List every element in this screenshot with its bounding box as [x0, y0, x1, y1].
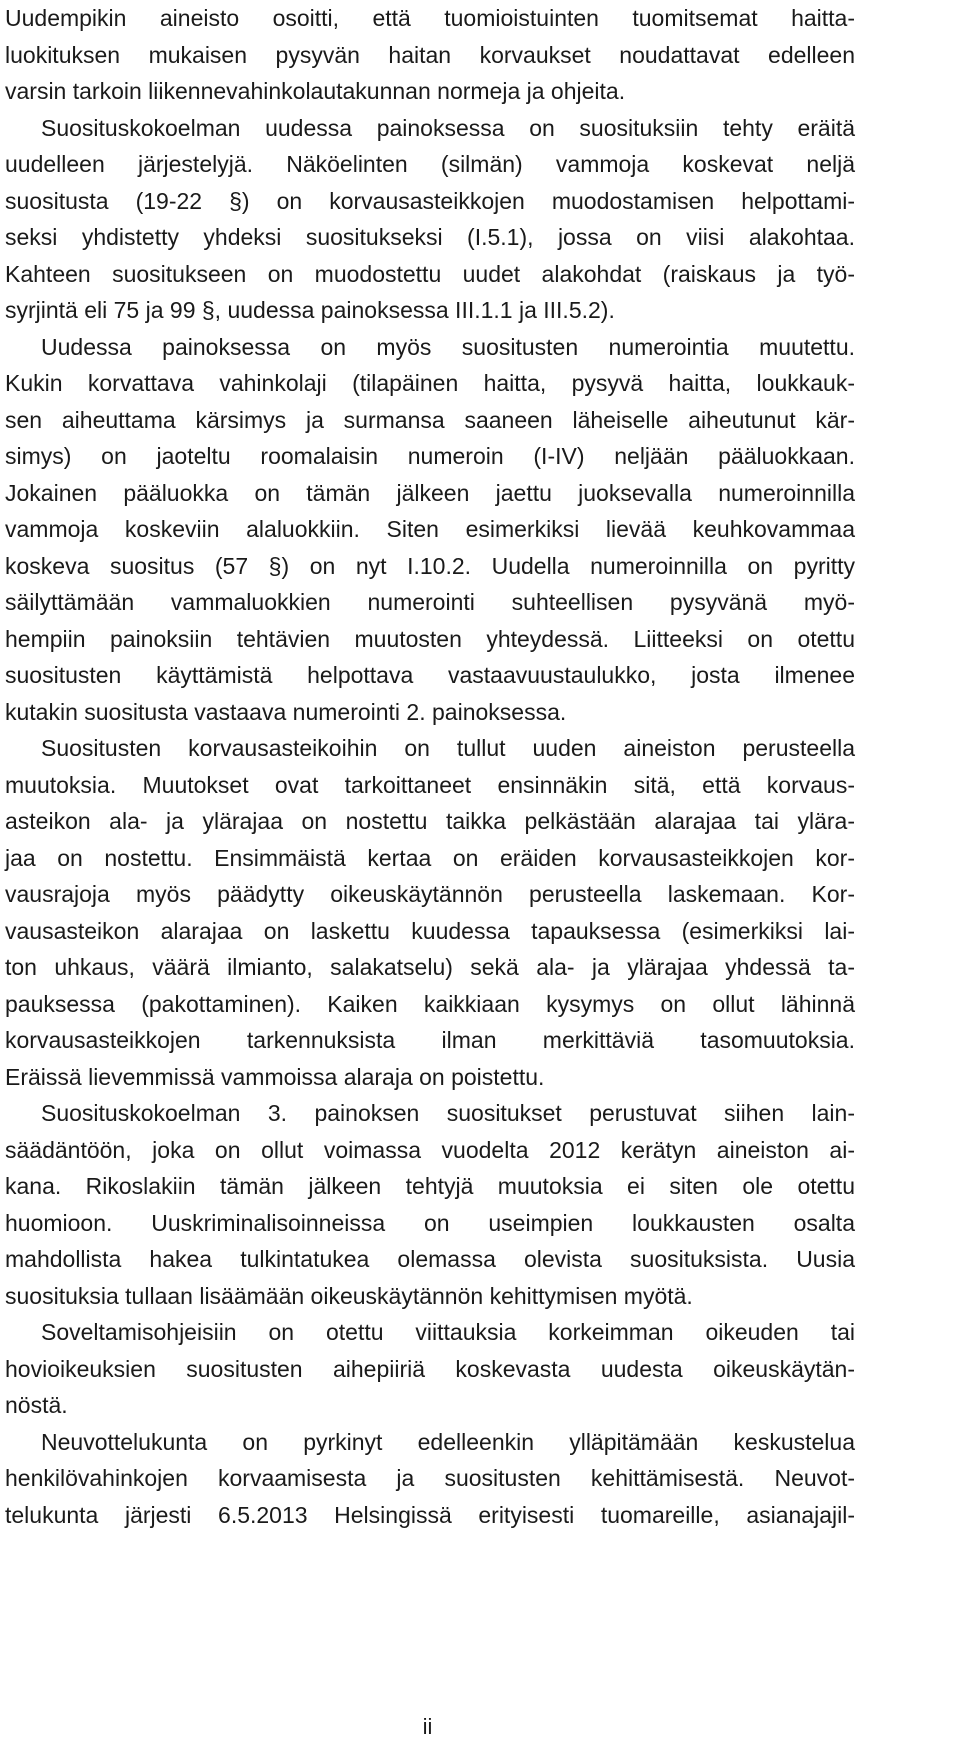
text-line: säilyttämään vammaluokkien numerointi suhteellisen pysyvänä myö-: [5, 589, 855, 615]
text-line: korvausasteikkojen tarkennuksista ilman merkittäviä tasomuutoksia.: [5, 1027, 855, 1053]
body-text: [5, 0, 855, 1533]
text-line: Eräissä lievemmissä vammoissa alaraja on poistettu.: [5, 1063, 545, 1090]
text-line: Suosituskokoelman uudessa painoksessa on suosituksiin tehty eräitä: [41, 114, 855, 141]
paragraph-3: [5, 730, 855, 1095]
text-line: säädäntöön, joka on ollut voimassa vuodelta 2012 kerätyn aineiston ai-: [5, 1136, 855, 1163]
text-line: Uudessa painoksessa on myös suositusten numerointia muutettu.: [41, 333, 855, 360]
text-line: Suositusten korvausasteikoihin on tullut uuden aineiston perusteella: [41, 735, 855, 761]
text-line: uudelleen järjestelyjä. Näköelinten (silmän) vammoja koskevat neljä: [5, 151, 855, 177]
page-number: ii: [422, 1714, 433, 1739]
text-line: suositusta (19-22 §) on korvausasteikkojen muodostamisen helpottami-: [5, 187, 855, 214]
text-line: asteikon ala- ja ylärajaa on nostettu taikka pelkästään alarajaa tai ylära-: [5, 808, 855, 834]
text-line: Soveltamisohjeisiin on otettu viittauksia korkeimman oikeuden tai: [41, 1319, 855, 1345]
text-line: huomioon. Uuskriminalisoinneissa on useimpien loukkausten osalta: [5, 1209, 855, 1236]
text-line: vammoja koskeviin alaluokkiin. Siten esimerkiksi lievää keuhkovammaa: [5, 516, 855, 542]
text-line: simys) on jaoteltu roomalaisin numeroin (I-IV) neljään pääluokkaan.: [5, 443, 855, 469]
text-line: Kahteen suositukseen on muodostettu uudet alakohdat (raiskaus ja työ-: [5, 260, 855, 287]
text-line: kana. Rikoslakiin tämän jälkeen tehtyjä muutoksia ei siten ole otettu: [5, 1173, 855, 1199]
text-line: nöstä.: [5, 1392, 68, 1418]
text-line: Kukin korvattava vahinkolaji (tilapäinen haitta, pysyvä haitta, loukkauk-: [5, 370, 855, 396]
text-line: telukunta järjesti 6.5.2013 Helsingissä erityisesti tuomareille, asianajajil-: [5, 1501, 855, 1528]
text-line: varsin tarkoin liikennevahinkolautakunnan normeja ja ohjeita.: [5, 78, 626, 104]
text-line: vausasteikon alarajaa on laskettu kuudessa tapauksessa (esimerkiksi lai-: [5, 917, 855, 944]
text-line: syrjintä eli 75 ja 99 §, uudessa painoksessa III.1.1 ja III.5.2).: [5, 297, 615, 323]
text-line: hempiin painoksiin tehtävien muutosten yhteydessä. Liitteeksi on otettu: [5, 625, 855, 652]
text-line: pauksessa (pakottaminen). Kaiken kaikkiaan kysymys on ollut lähinnä: [5, 990, 855, 1017]
paragraph-5: [5, 1314, 855, 1424]
paragraph-2: [5, 110, 855, 731]
text-line: hovioikeuksien suositusten aihepiiriä koskevasta uudesta oikeuskäytän-: [5, 1355, 855, 1382]
paragraph-1: [5, 0, 855, 110]
text-line: henkilövahinkojen korvaamisesta ja suositusten kehittämisestä. Neuvot-: [5, 1465, 855, 1491]
text-line: suositusten käyttämistä helpottava vastaavuustaulukko, josta ilmenee: [5, 662, 855, 688]
text-line: Uudempikin aineisto osoitti, että tuomioistuinten tuomitsemat haitta-: [5, 5, 855, 31]
text-line: Jokainen pääluokka on tämän jälkeen jaettu juoksevalla numeroinnilla: [5, 479, 855, 506]
text-line: sen aiheuttama kärsimys ja surmansa saaneen läheiselle aiheutunut kär-: [5, 406, 855, 433]
text-line: suosituksia tullaan lisäämään oikeuskäytännön kehittymisen myötä.: [5, 1282, 693, 1309]
text-line: koskeva suositus (57 §) on nyt I.10.2. Uudella numeroinnilla on pyritty: [5, 552, 855, 579]
text-line: kutakin suositusta vastaava numerointi 2. painoksessa.: [5, 698, 567, 725]
text-line: muutoksia. Muutokset ovat tarkoittaneet ensinnäkin sitä, että korvaus-: [5, 771, 855, 798]
text-line: vausrajoja myös päädytty oikeuskäytännön perusteella laskemaan. Kor-: [5, 881, 855, 907]
text-line: jaa on nostettu. Ensimmäistä kertaa on eräiden korvausasteikkojen kor-: [5, 844, 855, 871]
text-line: ton uhkaus, väärä ilmianto, salakatselu) sekä ala- ja ylärajaa yhdessä ta-: [5, 954, 855, 980]
text-line: Neuvottelukunta on pyrkinyt edelleenkin ylläpitämään keskustelua: [41, 1428, 855, 1455]
paragraph-6: [5, 1424, 855, 1534]
text-line: Suosituskokoelman 3. painoksen suositukset perustuvat siihen lain-: [41, 1100, 855, 1126]
text-line: luokituksen mukaisen pysyvän haitan korvaukset noudattavat edelleen: [5, 41, 855, 68]
text-line: mahdollista hakea tulkintatukea olemassa olevista suosituksista. Uusia: [5, 1246, 855, 1272]
text-line: seksi yhdistetty yhdeksi suositukseksi (I.5.1), jossa on viisi alakohtaa.: [5, 224, 855, 250]
paragraph-4: [5, 1095, 855, 1314]
